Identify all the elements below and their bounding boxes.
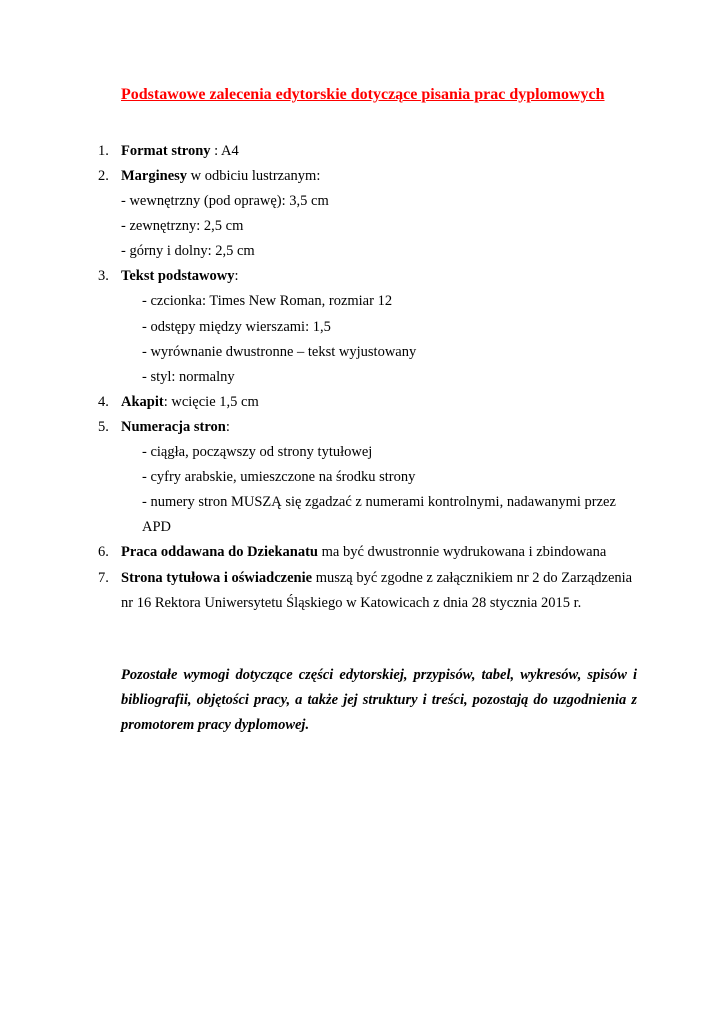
item-number: 6. bbox=[98, 544, 109, 560]
item-format bbox=[121, 141, 239, 161]
item-submission bbox=[121, 542, 606, 562]
item-text-basic bbox=[121, 266, 239, 286]
item-label: Akapit bbox=[121, 394, 164, 410]
item-text: : A4 bbox=[210, 143, 239, 159]
item-number: 7. bbox=[98, 570, 109, 586]
sub-item: - styl: normalny bbox=[142, 369, 235, 385]
sub-item: APD bbox=[142, 519, 172, 535]
item-label: Marginesy bbox=[121, 168, 188, 184]
sub-item: - wyrównanie dwustronne – tekst wyjustowany bbox=[142, 344, 417, 360]
sub-item: - zewnętrzny: 2,5 cm bbox=[121, 218, 244, 234]
sub-item: - czcionka: Times New Roman, rozmiar 12 bbox=[142, 293, 393, 309]
item-margins bbox=[121, 166, 320, 186]
item-number: 3. bbox=[98, 268, 109, 284]
item-numbering bbox=[121, 417, 230, 437]
sub-item: - ciągła, począwszy od strony tytułowej bbox=[142, 444, 373, 460]
item-label: Strona tytułowa i oświadczenie bbox=[121, 570, 313, 586]
item-paragraph bbox=[121, 392, 259, 412]
item-text: ma być dwustronnie wydrukowana i zbindowana bbox=[317, 544, 607, 560]
sub-item: - odstępy między wierszami: 1,5 bbox=[142, 319, 331, 335]
item-text: : wcięcie 1,5 cm bbox=[163, 394, 259, 410]
item-text: muszą być zgodne z załącznikiem nr 2 do Zarządzenia bbox=[312, 570, 633, 586]
item-number: 4. bbox=[98, 394, 109, 410]
item-label: Praca oddawana do Dziekanatu bbox=[121, 544, 318, 560]
item-text: : bbox=[234, 268, 239, 284]
item-number: 2. bbox=[98, 168, 109, 184]
item-continuation: nr 16 Rektora Uniwersytetu Śląskiego w Katowicach z dnia 28 stycznia 2015 r. bbox=[121, 595, 582, 611]
item-number: 1. bbox=[98, 143, 109, 159]
document-title: Podstawowe zalecenia edytorskie dotyczące pisania prac dyplomowych bbox=[121, 86, 605, 103]
sub-item: - wewnętrzny (pod oprawę): 3,5 cm bbox=[121, 193, 329, 209]
item-title-page bbox=[121, 568, 632, 588]
sub-item: - numery stron MUSZĄ się zgadzać z numerami kontrolnymi, nadawanymi przez bbox=[142, 494, 616, 510]
footer-note: Pozostałe wymogi dotyczące części edytorskiej, przypisów, tabel, wykresów, spisów i bibliografii, objętości pracy, a także jej struktury i treści, pozostają do uzgodnienia z promotorem pracy dyplomowej. bbox=[121, 667, 637, 733]
item-label: Numeracja stron bbox=[121, 419, 226, 435]
item-text: w odbiciu lustrzanym: bbox=[187, 168, 321, 184]
sub-item: - górny i dolny: 2,5 cm bbox=[121, 243, 255, 259]
item-label: Format strony bbox=[121, 143, 211, 159]
item-number: 5. bbox=[98, 419, 109, 435]
sub-item: - cyfry arabskie, umieszczone na środku strony bbox=[142, 469, 416, 485]
item-label: Tekst podstawowy bbox=[121, 268, 235, 284]
item-text: : bbox=[225, 419, 230, 435]
